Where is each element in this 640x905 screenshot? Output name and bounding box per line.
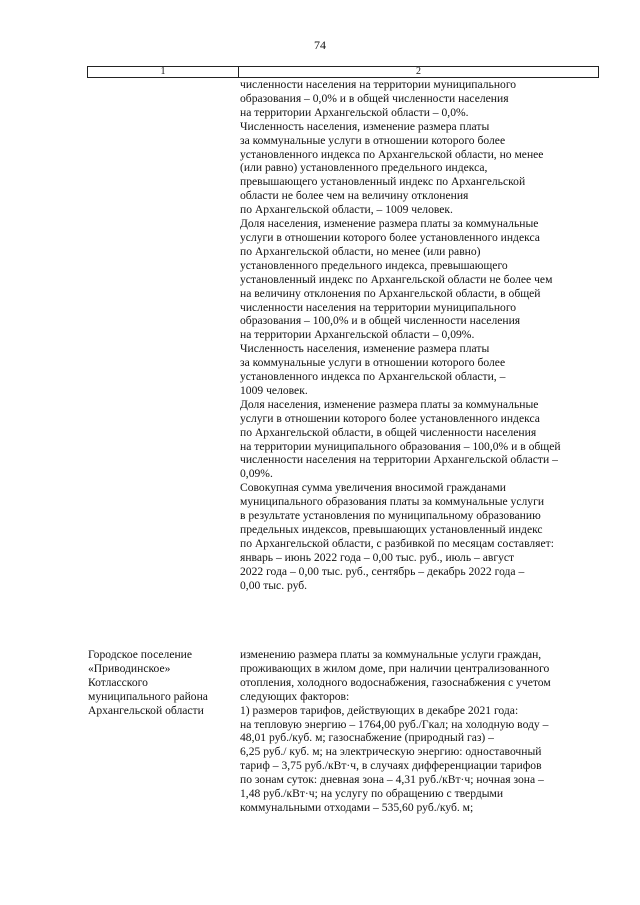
municipality-name	[88, 648, 238, 718]
text-line: по Архангельской области, – 1009 человек.	[240, 203, 453, 217]
text-line: по зонам суток: дневная зона – 4,31 руб./кВт·ч; ночная зона –	[240, 773, 544, 787]
text-line: январь – июнь 2022 года – 0,00 тыс. руб., июль – август	[240, 550, 515, 564]
text-line: за коммунальные услуги в отношении которого более	[240, 133, 506, 147]
text-line: 1) размеров тарифов, действующих в декабре 2021 года:	[240, 703, 519, 717]
text-line: численности населения на территории муниципального	[240, 300, 517, 314]
table-header-col2: 2	[416, 66, 421, 77]
text-line: тариф – 3,75 руб./кВт·ч, в случаях дифференциации тарифов	[240, 759, 542, 773]
text-line: установленный индекс по Архангельской области не более чем	[240, 272, 553, 286]
text-line: на тепловую энергию – 1764,00 руб./Гкал; на холодную воду –	[240, 717, 549, 731]
text-line: предельных индексов, превышающих установленный индекс	[240, 523, 543, 536]
text-line: на территории Архангельской области – 0,09%.	[240, 328, 475, 342]
text-line: 0,09%.	[240, 467, 273, 481]
municipality-name-line: Городское поселение	[88, 648, 193, 661]
municipality-name-line: муниципального района	[88, 689, 208, 703]
text-line: 1,48 руб./кВт·ч; на услугу по обращению с твердыми	[240, 787, 504, 801]
text-line: (или равно) установленного предельного индекса,	[240, 161, 488, 175]
text-line: установленного предельного индекса, превышающего	[240, 258, 508, 272]
text-line: Совокупная сумма увеличения вносимой гражданами	[240, 481, 506, 495]
table-header-col1: 1	[88, 67, 239, 77]
text-line: Численность населения, изменение размера платы	[240, 342, 490, 356]
municipality-name-line: «Приводинское»	[88, 661, 171, 675]
text-line: на территории муниципального образования – 100,0% и в общей	[240, 439, 561, 453]
text-line: по Архангельской области, с разбивкой по месяцам составляет:	[240, 536, 554, 550]
page-number: 74	[314, 38, 326, 52]
text-line: по Архангельской области, в общей численности населения	[240, 425, 537, 439]
text-line: установленного индекса по Архангельской области, –	[240, 370, 506, 384]
table-header-row	[87, 66, 599, 78]
text-line: в результате установления по муниципальному образованию	[240, 509, 541, 523]
text-line: превышающего установленный индекс по Архангельской	[240, 175, 526, 189]
text-line: Численность населения, изменение размера платы	[240, 119, 490, 133]
text-line: изменению размера платы за коммунальные услуги граждан,	[240, 648, 542, 661]
text-line: на территории Архангельской области – 0,0%.	[240, 105, 469, 119]
text-line: за коммунальные услуги в отношении которого более	[240, 356, 506, 370]
text-line: Доля населения, изменение размера платы за коммунальные	[240, 217, 539, 231]
text-line: 2022 года – 0,00 тыс. руб., сентябрь – декабрь 2022 года –	[240, 564, 525, 578]
municipality-description	[240, 648, 602, 815]
text-line: коммунальными отходами – 535,60 руб./куб. м;	[240, 800, 474, 814]
text-line: Доля населения, изменение размера платы за коммунальные	[240, 397, 539, 411]
text-line: муниципального образования платы за коммунальные услуги	[240, 495, 545, 509]
text-line: 1009 человек.	[240, 383, 308, 397]
text-line: образования – 100,0% и в общей численности населения	[240, 314, 521, 328]
text-line: услуги в отношении которого более установленного индекса	[240, 411, 540, 425]
text-line: установленного индекса по Архангельской области, но менее	[240, 147, 544, 161]
continued-text-block	[240, 78, 602, 593]
text-line: 48,01 руб./куб. м; газоснабжение (природный газ) –	[240, 731, 494, 745]
text-line: численности населения на территории Архангельской области –	[240, 453, 558, 467]
text-line: отопления, холодного водоснабжения, газоснабжения с учетом	[240, 675, 551, 689]
text-line: 0,00 тыс. руб.	[240, 578, 308, 592]
municipality-name-line: Котласского	[88, 675, 148, 689]
text-line: области не более чем на величину отклонения	[240, 189, 469, 203]
text-line: услуги в отношении которого более установленного индекса	[240, 230, 540, 244]
text-line: численности населения на территории муниципального	[240, 78, 517, 91]
text-line: на величину отклонения по Архангельской области, в общей	[240, 286, 541, 300]
text-line: по Архангельской области, но менее (или равно)	[240, 244, 481, 258]
municipality-name-line: Архангельской области	[88, 703, 204, 717]
text-line: проживающих в жилом доме, при наличии централизованного	[240, 661, 550, 675]
text-line: образования – 0,0% и в общей численности населения	[240, 91, 509, 105]
text-line: 6,25 руб./ куб. м; на электрическую энергию: одноставочный	[240, 745, 542, 759]
text-line: следующих факторов:	[240, 689, 350, 703]
